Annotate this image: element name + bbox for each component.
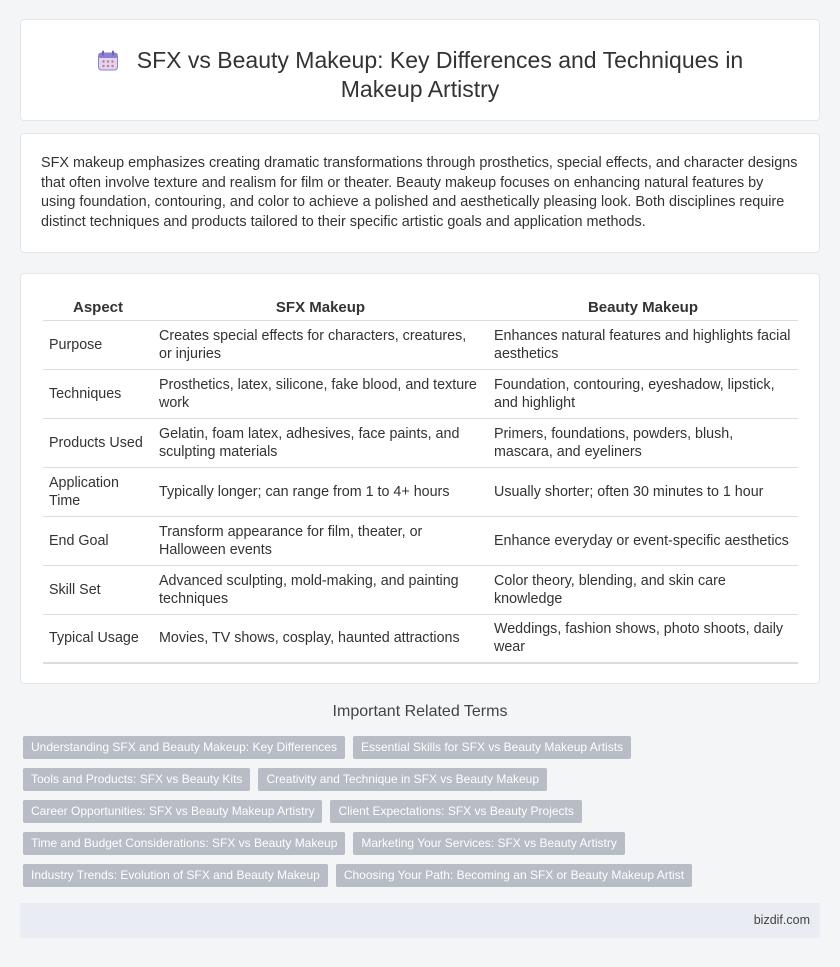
cell-beauty: Enhance everyday or event-specific aesthetics [488, 516, 798, 565]
related-term-link[interactable]: Tools and Products: SFX vs Beauty Kits [23, 768, 250, 791]
cell-aspect: Techniques [43, 369, 153, 418]
related-term-link[interactable]: Creativity and Technique in SFX vs Beauty Makeup [258, 768, 547, 791]
cell-aspect: Products Used [43, 418, 153, 467]
cell-beauty: Weddings, fashion shows, photo shoots, daily wear [488, 614, 798, 663]
intro-card [20, 133, 820, 253]
cell-beauty: Color theory, blending, and skin care knowledge [488, 565, 798, 614]
cell-sfx: Prosthetics, latex, silicone, fake blood, and texture work [153, 369, 488, 418]
header-beauty: Beauty Makeup [488, 296, 798, 320]
related-term-link[interactable]: Essential Skills for SFX vs Beauty Makeup Artists [353, 736, 631, 759]
comparison-table [43, 296, 798, 664]
table-row [43, 565, 798, 614]
cell-sfx: Transform appearance for film, theater, or Halloween events [153, 516, 488, 565]
table-row [43, 418, 798, 467]
cell-aspect: Typical Usage [43, 614, 153, 663]
site-name[interactable]: bizdif.com [753, 913, 810, 927]
related-terms-heading: Important Related Terms [332, 703, 508, 720]
cell-sfx: Advanced sculpting, mold-making, and painting techniques [153, 565, 488, 614]
cell-aspect: Skill Set [43, 565, 153, 614]
cell-aspect: Application Time [43, 467, 153, 516]
cell-beauty: Usually shorter; often 30 minutes to 1 hour [488, 467, 798, 516]
table-row [43, 614, 798, 663]
footer [20, 903, 820, 938]
table-header-row [43, 296, 798, 320]
cell-beauty: Foundation, contouring, eyeshadow, lipstick, and highlight [488, 369, 798, 418]
header-sfx: SFX Makeup [153, 296, 488, 320]
cell-sfx: Typically longer; can range from 1 to 4+ hours [153, 467, 488, 516]
cell-aspect: Purpose [43, 320, 153, 369]
cell-aspect: End Goal [43, 516, 153, 565]
page-title [21, 46, 819, 104]
comparison-card [20, 273, 820, 684]
table-row [43, 516, 798, 565]
intro-paragraph: SFX makeup emphasizes creating dramatic transformations through prosthetics, special effects, and character designs that often involve texture and realism for film or theater. Beauty makeup focuses on enhancing natural features by using foundation, contouring, and color to achieve a polished and aesthetically pleasing look. Both disciplines require distinct techniques and products tailored to their specific artistic goals and application methods. [41, 155, 798, 230]
cell-beauty: Primers, foundations, powders, blush, mascara, and eyeliners [488, 418, 798, 467]
table-row [43, 369, 798, 418]
table-row [43, 467, 798, 516]
related-terms-list [23, 736, 703, 896]
cell-sfx: Creates special effects for characters, creatures, or injuries [153, 320, 488, 369]
table-row [43, 320, 798, 369]
related-term-link[interactable]: Time and Budget Considerations: SFX vs Beauty Makeup [23, 832, 345, 855]
page-title-text: SFX vs Beauty Makeup: Key Differences and Techniques in Makeup Artistry [136, 47, 744, 102]
cell-sfx: Gelatin, foam latex, adhesives, face paints, and sculpting materials [153, 418, 488, 467]
related-term-link[interactable]: Industry Trends: Evolution of SFX and Beauty Makeup [23, 864, 328, 887]
related-term-link[interactable]: Client Expectations: SFX vs Beauty Projects [330, 800, 581, 823]
related-term-link[interactable]: Career Opportunities: SFX vs Beauty Makeup Artistry [23, 800, 322, 823]
calendar-icon [97, 50, 119, 72]
related-term-link[interactable]: Understanding SFX and Beauty Makeup: Key Differences [23, 736, 345, 759]
related-term-link[interactable]: Choosing Your Path: Becoming an SFX or Beauty Makeup Artist [336, 864, 692, 887]
cell-sfx: Movies, TV shows, cosplay, haunted attractions [153, 614, 488, 663]
header-aspect: Aspect [43, 296, 153, 320]
title-card [20, 19, 820, 121]
related-term-link[interactable]: Marketing Your Services: SFX vs Beauty Artistry [353, 832, 624, 855]
cell-beauty: Enhances natural features and highlights facial aesthetics [488, 320, 798, 369]
